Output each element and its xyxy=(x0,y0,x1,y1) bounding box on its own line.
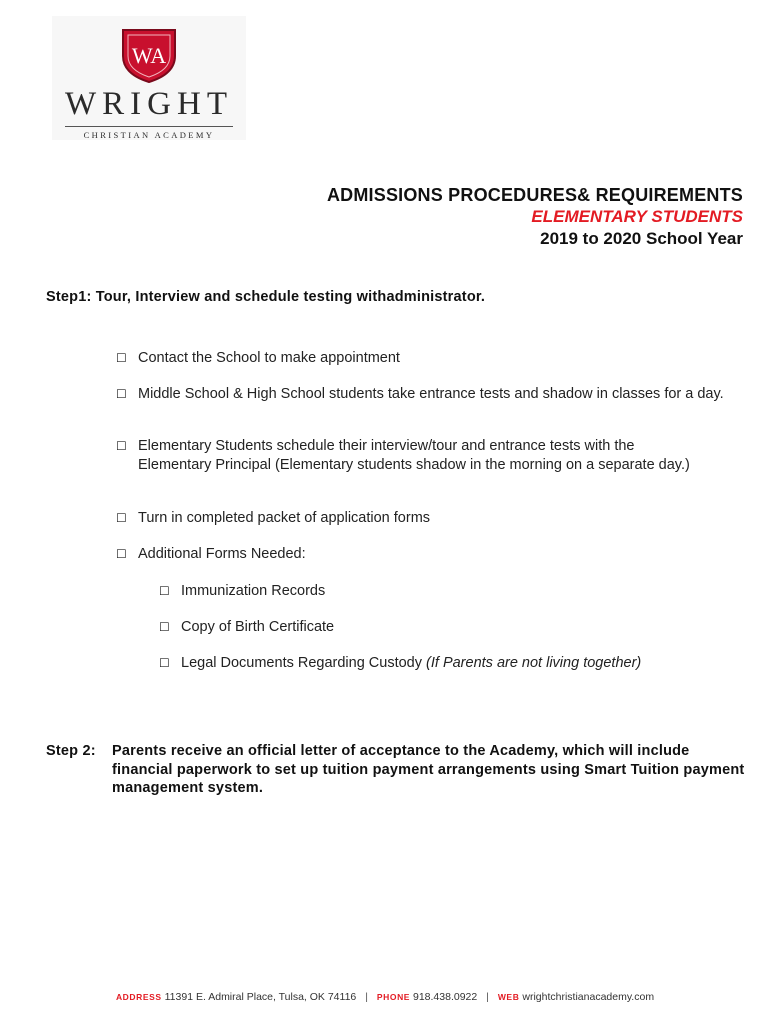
checkbox-icon: ☐ xyxy=(159,620,170,634)
phone-label: PHONE xyxy=(376,992,411,1002)
checklist-item-text: Turn in completed packet of application forms xyxy=(138,510,431,526)
step-2-text: Parents receive an official letter of acceptance to the Academy, which will include financial paperwork to set up tuition payment arrangements using Smart Tuition payment management system. xyxy=(112,743,745,796)
footer-separator: | xyxy=(365,991,368,1003)
checklist-item xyxy=(116,545,736,564)
checklist-item-text: Elementary Students schedule their interview/tour and entrance tests with the Elementary Principal (Elementary students shadow in the morning on a separate day.) xyxy=(138,438,690,473)
title-line-2: ELEMENTARY STUDENTS xyxy=(531,207,743,226)
checklist-item xyxy=(116,349,736,368)
logo-wordmark: WRIGHT xyxy=(65,86,233,122)
step-2-label: Step 2: xyxy=(46,743,96,759)
footer-separator: | xyxy=(486,991,489,1003)
checkbox-icon: ☐ xyxy=(116,439,127,453)
checkbox-icon: ☐ xyxy=(116,511,127,525)
web-label: WEB xyxy=(497,992,520,1002)
checklist-subitem xyxy=(159,618,739,637)
logo-monogram: WA xyxy=(131,43,167,68)
address-text: 11391 E. Admiral Place, Tulsa, OK 74116 xyxy=(164,991,357,1003)
title-line-1: ADMISSIONS PROCEDURES& REQUIREMENTS xyxy=(326,185,743,205)
school-logo xyxy=(52,16,246,140)
checklist-item xyxy=(116,437,696,475)
checklist-item xyxy=(116,509,736,528)
checkbox-icon: ☐ xyxy=(159,584,170,598)
website-link[interactable]: wrightchristianacademy.com xyxy=(522,991,655,1003)
custody-note: (If Parents are not living together) xyxy=(426,655,642,671)
address-label: ADDRESS xyxy=(115,992,162,1002)
step-2 xyxy=(46,742,746,798)
checkbox-icon: ☐ xyxy=(159,656,170,670)
title-line-3: 2019 to 2020 School Year xyxy=(540,229,743,248)
checkbox-icon: ☐ xyxy=(116,351,127,365)
checkbox-icon: ☐ xyxy=(116,387,127,401)
phone-text: 918.438.0922 xyxy=(413,991,478,1003)
shield-icon xyxy=(119,26,179,84)
checklist-subitem-text: Copy of Birth Certificate xyxy=(181,619,335,635)
checklist-subitem-text: Legal Documents Regarding Custody xyxy=(181,655,422,671)
checklist-subitem xyxy=(159,654,749,673)
checklist-item-text: Middle School & High School students take entrance tests and shadow in classes for a day. xyxy=(138,386,724,402)
logo-subtitle: CHRISTIAN ACADEMY xyxy=(83,130,215,140)
checklist-subitem xyxy=(159,582,739,601)
checkbox-icon: ☐ xyxy=(116,547,127,561)
checklist-item xyxy=(116,385,736,404)
checklist-subitem-text: Immunization Records xyxy=(181,583,326,599)
logo-divider xyxy=(65,126,233,127)
checklist-item-text: Additional Forms Needed: xyxy=(138,546,306,562)
checklist-item-text: Contact the School to make appointment xyxy=(138,350,400,366)
step-1-heading: Step1: Tour, Interview and schedule testing withadministrator. xyxy=(46,289,486,305)
document-title xyxy=(327,184,743,250)
contact-footer xyxy=(0,991,770,1003)
